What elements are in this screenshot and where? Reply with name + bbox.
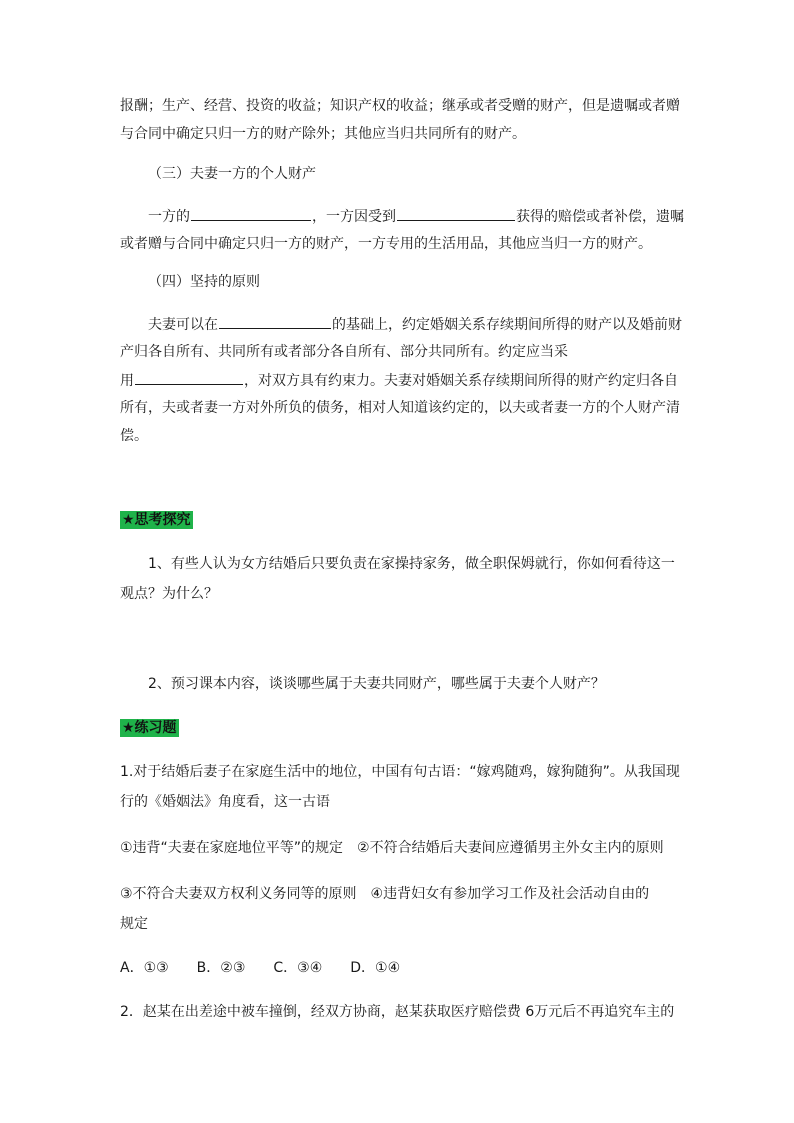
- paragraph-line: 产归各自所有、共同所有或者部分各自所有、部分共同所有。约定应当采: [120, 344, 568, 360]
- paragraph-line: [120, 370, 678, 391]
- paragraph-line: 所有，夫或者妻一方对外所负的债务，相对人知道该约定的，以夫或者妻一方的个人财产清: [120, 400, 680, 416]
- option-line: 规定: [120, 916, 148, 932]
- question-line: 1、有些人认为女方结婚后只要负责在家操持家务，做全职保姆就行，你如何看待这一: [148, 556, 675, 572]
- answer-choices: A．①③ B．②③ C．③④ D．①④: [120, 960, 401, 976]
- paragraph-line: [148, 314, 682, 335]
- question-line: 2．赵某在出差途中被车撞倒，经双方协商，赵某获取医疗赔偿费 6万元后不再追究车主的: [120, 1004, 675, 1020]
- question-line: 1.对于结婚后妻子在家庭生活中的地位，中国有句古语：“嫁鸡随鸡，嫁狗随狗”。从我国现: [120, 764, 680, 780]
- exercises-section-label: ★练习题: [122, 720, 177, 736]
- fill-in-blank[interactable]: [219, 314, 331, 329]
- text-segment: ，对双方具有约束力。夫妻对婚姻关系存续期间所得的财产约定归各自: [244, 373, 678, 389]
- text-segment: 夫妻可以在: [148, 317, 218, 333]
- section-heading-3: （三）夫妻一方的个人财产: [148, 166, 316, 182]
- option-line: ③不符合夫妻双方权利义务同等的原则 ④违背妇女有参加学习工作及社会活动自由的: [120, 886, 650, 902]
- paragraph-line: 报酬；生产、经营、投资的收益；知识产权的收益；继承或者受赠的财产，但是遗嘱或者赠: [120, 98, 680, 114]
- thinking-section-label: ★思考探究: [122, 512, 191, 528]
- text-segment: 用: [120, 373, 134, 389]
- fill-in-blank[interactable]: [397, 206, 515, 221]
- question-line: 行的《婚姻法》角度看，这一古语: [120, 794, 330, 810]
- paragraph-line: 与合同中确定只归一方的财产除外；其他应当归共同所有的财产。: [120, 126, 526, 142]
- fill-in-blank[interactable]: [135, 370, 243, 385]
- text-segment: ，一方因受到: [312, 209, 396, 225]
- question-line: 2、预习课本内容，谈谈哪些属于夫妻共同财产，哪些属于夫妻个人财产？: [148, 676, 605, 692]
- fill-in-blank[interactable]: [191, 206, 311, 221]
- paragraph-line: 或者赠与合同中确定只归一方的财产，一方专用的生活用品，其他应当归一方的财产。: [120, 236, 652, 252]
- text-segment: 一方的: [148, 209, 190, 225]
- text-segment: 获得的赔偿或者补偿，遗嘱: [516, 209, 684, 225]
- paragraph-line: [148, 206, 684, 227]
- section-heading-4: （四）坚持的原则: [148, 274, 260, 290]
- text-segment: 的基础上，约定婚姻关系存续期间所得的财产以及婚前财: [332, 317, 682, 333]
- question-line: 观点？为什么？: [120, 586, 218, 602]
- paragraph-line: 偿。: [120, 428, 148, 444]
- option-line: ①违背“夫妻在家庭地位平等”的规定 ②不符合结婚后夫妻间应遵循男主外女主内的原则: [120, 840, 664, 856]
